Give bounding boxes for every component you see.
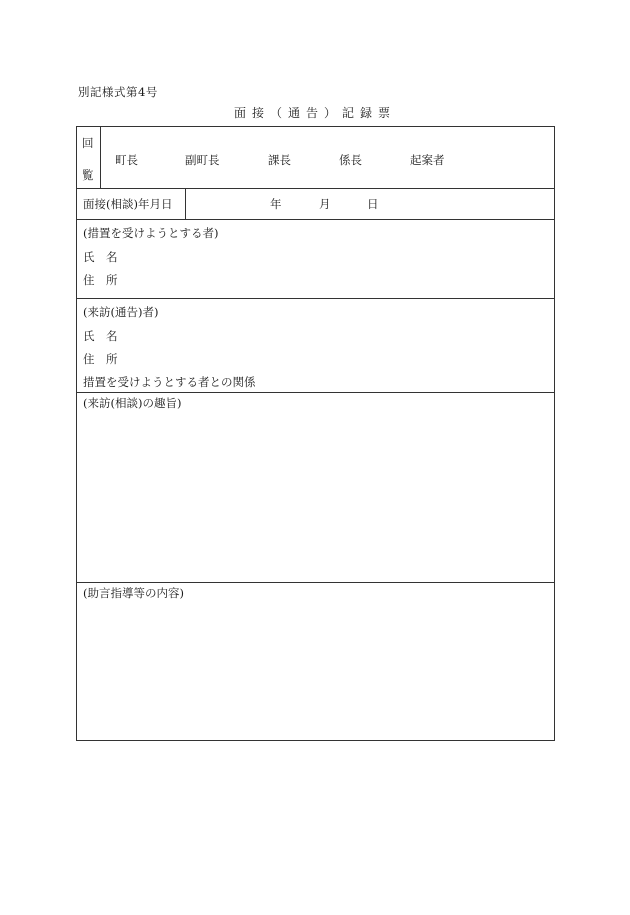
subject-person-name-label: 氏 名 [83,250,118,264]
purpose-section [77,393,554,583]
date-month-unit: 月 [319,197,331,211]
approver-drafter: 起案者 [410,153,445,167]
approver-mayor: 町長 [115,153,138,167]
visitor-heading: (来訪(通告)者) [83,305,159,319]
approval-row [77,127,554,189]
subject-person-section [77,220,554,299]
form-number: 別記様式第4号 [78,85,158,99]
approver-section-chief: 課長 [268,153,291,167]
date-year-unit: 年 [270,197,282,211]
date-day-unit: 日 [367,197,379,211]
visitor-relation-label: 措置を受けようとする者との関係 [83,375,256,389]
approval-label-bottom: 覧 [82,168,94,182]
approval-label [77,127,101,188]
subject-person-address-label: 住 所 [83,273,118,287]
interview-date-label: 面接(相談)年月日 [77,189,186,219]
approval-label-top: 回 [82,136,94,150]
approver-deputy-mayor: 副町長 [185,153,220,167]
interview-date-row [77,189,554,220]
visitor-section [77,299,554,393]
visitor-address-label: 住 所 [83,352,118,366]
guidance-heading: (助言指導等の内容) [83,586,184,600]
subject-person-heading: (措置を受けようとする者) [83,226,219,240]
record-form-table [76,126,555,741]
approver-subsection-chief: 係長 [339,153,362,167]
form-title: 面接（通告）記録票 [233,106,396,120]
purpose-heading: (来訪(相談)の趣旨) [83,396,182,410]
visitor-name-label: 氏 名 [83,329,118,343]
guidance-section [77,583,554,742]
